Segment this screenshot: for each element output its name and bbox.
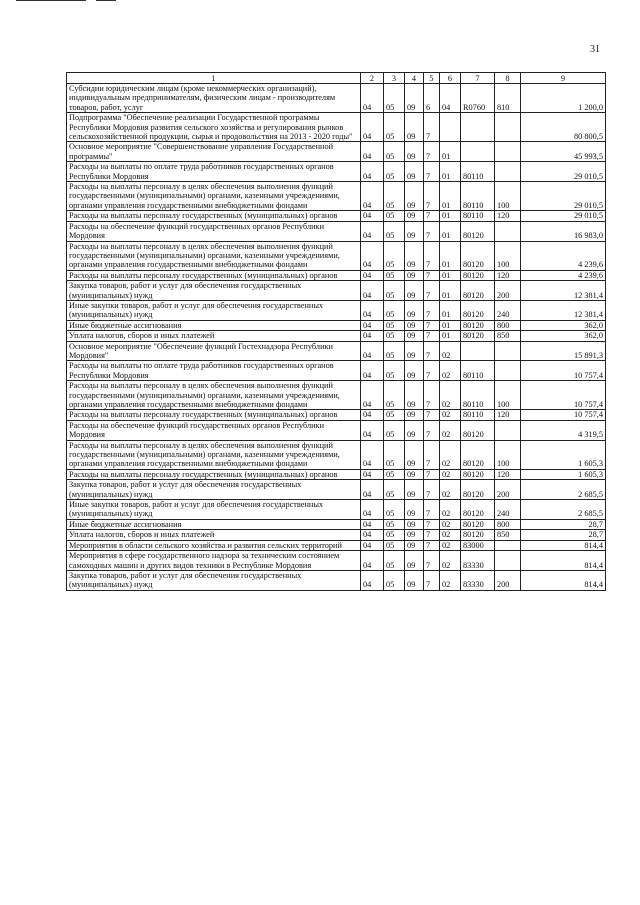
code-cell: 05 — [384, 440, 405, 469]
header-row — [67, 73, 606, 84]
top-rule-short — [96, 0, 116, 1]
code-cell: 05 — [384, 162, 405, 182]
row-name-cell: Уплата налогов, сборов и иных платежей — [67, 331, 361, 341]
table-row — [67, 331, 606, 341]
code-cell: 09 — [405, 221, 424, 241]
code-cell: 02 — [440, 540, 461, 550]
code-cell: 09 — [405, 84, 424, 113]
code-cell: 80110 — [461, 162, 495, 182]
code-cell: 80120 — [461, 519, 495, 529]
code-cell: 7 — [424, 300, 440, 320]
code-cell: 80120 — [461, 270, 495, 280]
amount-cell: 2 685,5 — [521, 480, 606, 500]
row-name-cell: Расходы на выплаты персоналу государственных (муниципальных) органов — [67, 211, 361, 221]
code-cell: 09 — [405, 480, 424, 500]
row-name-cell: Иные закупки товаров, работ и услуг для обеспечения государственных (муниципальных) нужд — [67, 500, 361, 520]
row-name-cell: Иные бюджетные ассигнования — [67, 320, 361, 330]
amount-cell: 1 605,3 — [521, 440, 606, 469]
code-cell: 04 — [361, 480, 384, 500]
code-cell: 05 — [384, 113, 405, 142]
amount-cell: 12 381,4 — [521, 281, 606, 301]
row-name-cell: Закупка товаров, работ и услуг для обеспечения государственных (муниципальных) нужд — [67, 281, 361, 301]
code-cell: 100 — [495, 241, 521, 270]
code-cell: 7 — [424, 182, 440, 211]
code-cell — [495, 341, 521, 361]
table-row — [67, 530, 606, 540]
code-cell: 04 — [361, 519, 384, 529]
amount-cell: 362,0 — [521, 331, 606, 341]
code-cell: 04 — [361, 570, 384, 590]
amount-cell: 28,7 — [521, 519, 606, 529]
amount-cell: 80 800,5 — [521, 113, 606, 142]
code-cell: 09 — [405, 341, 424, 361]
code-cell: 05 — [384, 361, 405, 381]
code-cell: 850 — [495, 530, 521, 540]
code-cell: 04 — [361, 270, 384, 280]
code-cell: 05 — [384, 469, 405, 479]
code-cell: 80110 — [461, 381, 495, 410]
code-cell: 7 — [424, 320, 440, 330]
code-cell: 09 — [405, 410, 424, 420]
code-cell: 04 — [361, 469, 384, 479]
code-cell: 7 — [424, 162, 440, 182]
code-cell: 04 — [440, 84, 461, 113]
amount-cell: 814,4 — [521, 570, 606, 590]
code-cell: 02 — [440, 361, 461, 381]
code-cell: 80120 — [461, 500, 495, 520]
code-cell: 09 — [405, 270, 424, 280]
row-name-cell: Закупка товаров, работ и услуг для обеспечения государственных (муниципальных) нужд — [67, 480, 361, 500]
code-cell: 01 — [440, 320, 461, 330]
header-cell: 1 — [67, 73, 361, 84]
table-row — [67, 570, 606, 590]
code-cell: 7 — [424, 381, 440, 410]
code-cell: 04 — [361, 530, 384, 540]
code-cell: 850 — [495, 331, 521, 341]
budget-table — [66, 72, 606, 591]
code-cell: 04 — [361, 341, 384, 361]
table-row — [67, 162, 606, 182]
code-cell: 09 — [405, 142, 424, 162]
code-cell: 01 — [440, 182, 461, 211]
code-cell: 04 — [361, 440, 384, 469]
header-cell: 9 — [521, 73, 606, 84]
code-cell: 02 — [440, 519, 461, 529]
table-row — [67, 551, 606, 571]
code-cell: 09 — [405, 162, 424, 182]
amount-cell: 10 757,4 — [521, 381, 606, 410]
code-cell: 05 — [384, 519, 405, 529]
code-cell: 02 — [440, 469, 461, 479]
code-cell: 04 — [361, 500, 384, 520]
amount-cell: 814,4 — [521, 551, 606, 571]
code-cell: 04 — [361, 211, 384, 221]
code-cell: 04 — [361, 142, 384, 162]
table-row — [67, 361, 606, 381]
row-name-cell: Расходы на обеспечение функций государственных органов Республики Мордовия — [67, 221, 361, 241]
code-cell: 04 — [361, 410, 384, 420]
code-cell: 09 — [405, 381, 424, 410]
code-cell: 02 — [440, 341, 461, 361]
table-row — [67, 211, 606, 221]
code-cell: 09 — [405, 570, 424, 590]
code-cell: 7 — [424, 540, 440, 550]
code-cell: 200 — [495, 570, 521, 590]
code-cell: 09 — [405, 300, 424, 320]
table-row — [67, 270, 606, 280]
code-cell: 7 — [424, 500, 440, 520]
code-cell: 02 — [440, 440, 461, 469]
code-cell: 04 — [361, 420, 384, 440]
row-name-cell: Субсидии юридическим лицам (кроме некоммерческих организаций), индивидуальным предпринимателям, физическим лицам - производителям товаров, работ, услуг — [67, 84, 361, 113]
code-cell: 80120 — [461, 241, 495, 270]
code-cell: 80120 — [461, 530, 495, 540]
code-cell: 80120 — [461, 320, 495, 330]
code-cell: 04 — [361, 281, 384, 301]
code-cell: 7 — [424, 551, 440, 571]
code-cell — [495, 162, 521, 182]
code-cell: 05 — [384, 221, 405, 241]
code-cell — [495, 551, 521, 571]
table-row — [67, 84, 606, 113]
code-cell: 09 — [405, 361, 424, 381]
code-cell: 09 — [405, 182, 424, 211]
code-cell: 800 — [495, 320, 521, 330]
header-cell: 7 — [461, 73, 495, 84]
code-cell: 05 — [384, 300, 405, 320]
row-name-cell: Уплата налогов, сборов и иных платежей — [67, 530, 361, 540]
code-cell: 810 — [495, 84, 521, 113]
code-cell: 01 — [440, 142, 461, 162]
code-cell: 02 — [440, 500, 461, 520]
table-row — [67, 341, 606, 361]
amount-cell: 362,0 — [521, 320, 606, 330]
table-row — [67, 182, 606, 211]
code-cell: 200 — [495, 281, 521, 301]
code-cell: 120 — [495, 211, 521, 221]
row-name-cell: Расходы на выплаты персоналу в целях обеспечения выполнения функций государственными (муниципальными) органами, казенными учреждениями, органами управления государственными внебюджетными фондами — [67, 241, 361, 270]
code-cell: 80110 — [461, 211, 495, 221]
amount-cell: 1 605,3 — [521, 469, 606, 479]
code-cell: 100 — [495, 182, 521, 211]
code-cell: 09 — [405, 211, 424, 221]
header-cell: 4 — [405, 73, 424, 84]
amount-cell: 29 010,5 — [521, 162, 606, 182]
row-name-cell: Мероприятия в сфере государственного надзора за техническим состоянием самоходных машин и других видов техники в Республике Мордовия — [67, 551, 361, 571]
code-cell: 05 — [384, 142, 405, 162]
header-cell: 3 — [384, 73, 405, 84]
code-cell: 7 — [424, 270, 440, 280]
table-row — [67, 540, 606, 550]
table-row — [67, 113, 606, 142]
header-cell: 5 — [424, 73, 440, 84]
code-cell: 7 — [424, 341, 440, 361]
amount-cell: 10 757,4 — [521, 361, 606, 381]
amount-cell: 16 983,0 — [521, 221, 606, 241]
code-cell: 7 — [424, 410, 440, 420]
code-cell: 800 — [495, 519, 521, 529]
code-cell: 09 — [405, 469, 424, 479]
code-cell: 05 — [384, 420, 405, 440]
code-cell: 80110 — [461, 182, 495, 211]
code-cell: 05 — [384, 270, 405, 280]
code-cell: 80110 — [461, 410, 495, 420]
code-cell: 04 — [361, 331, 384, 341]
code-cell: 240 — [495, 500, 521, 520]
row-name-cell: Расходы на обеспечение функций государственных органов Республики Мордовия — [67, 420, 361, 440]
code-cell: 7 — [424, 440, 440, 469]
code-cell: 09 — [405, 281, 424, 301]
table-row — [67, 281, 606, 301]
code-cell: 7 — [424, 469, 440, 479]
code-cell: 120 — [495, 410, 521, 420]
code-cell: 80120 — [461, 331, 495, 341]
table-row — [67, 142, 606, 162]
code-cell: 05 — [384, 570, 405, 590]
code-cell: 05 — [384, 211, 405, 221]
code-cell: 02 — [440, 551, 461, 571]
code-cell: 04 — [361, 221, 384, 241]
code-cell: 09 — [405, 440, 424, 469]
code-cell: 7 — [424, 570, 440, 590]
code-cell — [461, 113, 495, 142]
code-cell: 7 — [424, 331, 440, 341]
code-cell: 100 — [495, 440, 521, 469]
code-cell: 05 — [384, 500, 405, 520]
header-cell: 2 — [361, 73, 384, 84]
code-cell: 05 — [384, 341, 405, 361]
table-row — [67, 300, 606, 320]
row-name-cell: Расходы на выплаты персоналу государственных (муниципальных) органов — [67, 270, 361, 280]
code-cell — [440, 113, 461, 142]
code-cell: 01 — [440, 241, 461, 270]
amount-cell: 29 010,5 — [521, 182, 606, 211]
code-cell: 02 — [440, 530, 461, 540]
code-cell: 83000 — [461, 540, 495, 550]
table-row — [67, 241, 606, 270]
table-row — [67, 420, 606, 440]
row-name-cell: Основное мероприятие "Совершенствование управления Государственной программы" — [67, 142, 361, 162]
code-cell: 05 — [384, 182, 405, 211]
amount-cell: 10 757,4 — [521, 410, 606, 420]
table-row — [67, 500, 606, 520]
row-name-cell: Иные закупки товаров, работ и услуг для обеспечения государственных (муниципальных) нужд — [67, 300, 361, 320]
code-cell: 05 — [384, 331, 405, 341]
code-cell: 05 — [384, 381, 405, 410]
code-cell: 01 — [440, 331, 461, 341]
amount-cell: 1 200,0 — [521, 84, 606, 113]
code-cell — [461, 341, 495, 361]
code-cell: 04 — [361, 540, 384, 550]
page-number: 31 — [590, 44, 600, 55]
code-cell: 120 — [495, 469, 521, 479]
amount-cell: 15 891,3 — [521, 341, 606, 361]
code-cell: 04 — [361, 241, 384, 270]
code-cell: 09 — [405, 320, 424, 330]
code-cell: 04 — [361, 84, 384, 113]
row-name-cell: Иные бюджетные ассигнования — [67, 519, 361, 529]
amount-cell: 4 239,6 — [521, 241, 606, 270]
code-cell: 7 — [424, 113, 440, 142]
code-cell: 04 — [361, 182, 384, 211]
code-cell: 05 — [384, 241, 405, 270]
table-row — [67, 221, 606, 241]
row-name-cell: Расходы на выплаты персоналу в целях обеспечения выполнения функций государственными (муниципальными) органами, казенными учреждениями, органами управления государственными внебюджетными фондами — [67, 182, 361, 211]
code-cell: 7 — [424, 221, 440, 241]
code-cell: 05 — [384, 530, 405, 540]
table-row — [67, 440, 606, 469]
code-cell: 02 — [440, 480, 461, 500]
code-cell: 7 — [424, 241, 440, 270]
code-cell: 7 — [424, 142, 440, 162]
code-cell: 02 — [440, 410, 461, 420]
code-cell: 7 — [424, 211, 440, 221]
code-cell: 83330 — [461, 570, 495, 590]
code-cell: 01 — [440, 270, 461, 280]
code-cell: 04 — [361, 113, 384, 142]
code-cell: 80120 — [461, 221, 495, 241]
code-cell: 05 — [384, 320, 405, 330]
code-cell: 6 — [424, 84, 440, 113]
amount-cell: 45 993,5 — [521, 142, 606, 162]
code-cell: 05 — [384, 551, 405, 571]
amount-cell: 12 381,4 — [521, 300, 606, 320]
code-cell: 01 — [440, 211, 461, 221]
table-row — [67, 410, 606, 420]
code-cell: R0760 — [461, 84, 495, 113]
code-cell: 09 — [405, 519, 424, 529]
row-name-cell: Расходы на выплаты персоналу государственных (муниципальных) органов — [67, 410, 361, 420]
amount-cell: 29 010,5 — [521, 211, 606, 221]
code-cell: 01 — [440, 221, 461, 241]
code-cell: 04 — [361, 162, 384, 182]
code-cell: 7 — [424, 530, 440, 540]
code-cell: 05 — [384, 281, 405, 301]
table-row — [67, 469, 606, 479]
code-cell: 80120 — [461, 300, 495, 320]
code-cell: 05 — [384, 410, 405, 420]
code-cell: 09 — [405, 113, 424, 142]
code-cell: 83330 — [461, 551, 495, 571]
amount-cell: 28,7 — [521, 530, 606, 540]
code-cell: 09 — [405, 530, 424, 540]
code-cell: 04 — [361, 320, 384, 330]
row-name-cell: Расходы на выплаты по оплате труда работников государственных органов Республики Мордовия — [67, 361, 361, 381]
code-cell: 09 — [405, 331, 424, 341]
code-cell: 02 — [440, 570, 461, 590]
table-row — [67, 480, 606, 500]
code-cell: 200 — [495, 480, 521, 500]
code-cell: 240 — [495, 300, 521, 320]
table-row — [67, 519, 606, 529]
code-cell: 05 — [384, 84, 405, 113]
header-cell: 6 — [440, 73, 461, 84]
row-name-cell: Закупка товаров, работ и услуг для обеспечения государственных (муниципальных) нужд — [67, 570, 361, 590]
code-cell — [495, 420, 521, 440]
code-cell: 7 — [424, 281, 440, 301]
code-cell: 7 — [424, 519, 440, 529]
code-cell: 01 — [440, 281, 461, 301]
code-cell: 80120 — [461, 440, 495, 469]
row-name-cell: Подпрограмма "Обеспечение реализации Государственной программы Республики Мордовия развития сельского хозяйства и регулирования рынков сельскохозяйственной продукции, сырья и продовольствия на 2013 - 2020 годы" — [67, 113, 361, 142]
code-cell — [495, 142, 521, 162]
row-name-cell: Мероприятия в области сельского хозяйства и развития сельских территорий — [67, 540, 361, 550]
header-cell: 8 — [495, 73, 521, 84]
row-name-cell: Расходы на выплаты персоналу в целях обеспечения выполнения функций государственными (муниципальными) органами, казенными учреждениями, органами управления государственными внебюджетными фондами — [67, 440, 361, 469]
row-name-cell: Расходы на выплаты персоналу в целях обеспечения выполнения функций государственными (муниципальными) органами, казенными учреждениями, органами управления государственными внебюджетными фондами — [67, 381, 361, 410]
code-cell: 04 — [361, 381, 384, 410]
code-cell: 05 — [384, 540, 405, 550]
code-cell: 80110 — [461, 361, 495, 381]
code-cell: 04 — [361, 361, 384, 381]
row-name-cell: Основное мероприятие "Обеспечение функций Гостехнадзора Республики Мордовия" — [67, 341, 361, 361]
row-name-cell: Расходы на выплаты по оплате труда работников государственных органов Республики Мордовия — [67, 162, 361, 182]
code-cell: 01 — [440, 162, 461, 182]
top-rule — [16, 0, 86, 1]
code-cell: 80120 — [461, 281, 495, 301]
code-cell: 09 — [405, 241, 424, 270]
amount-cell: 814,4 — [521, 540, 606, 550]
code-cell: 02 — [440, 420, 461, 440]
code-cell: 120 — [495, 270, 521, 280]
code-cell: 80120 — [461, 469, 495, 479]
code-cell — [495, 113, 521, 142]
table-row — [67, 320, 606, 330]
code-cell: 100 — [495, 381, 521, 410]
code-cell: 05 — [384, 480, 405, 500]
code-cell — [495, 540, 521, 550]
code-cell: 09 — [405, 540, 424, 550]
table-row — [67, 381, 606, 410]
code-cell: 7 — [424, 480, 440, 500]
amount-cell: 2 685,5 — [521, 500, 606, 520]
code-cell: 04 — [361, 551, 384, 571]
code-cell — [461, 142, 495, 162]
code-cell: 09 — [405, 420, 424, 440]
code-cell — [495, 361, 521, 381]
code-cell: 80120 — [461, 480, 495, 500]
code-cell: 7 — [424, 420, 440, 440]
code-cell: 09 — [405, 500, 424, 520]
code-cell: 01 — [440, 300, 461, 320]
code-cell — [495, 221, 521, 241]
row-name-cell: Расходы на выплаты персоналу государственных (муниципальных) органов — [67, 469, 361, 479]
amount-cell: 4 239,6 — [521, 270, 606, 280]
code-cell: 80120 — [461, 420, 495, 440]
amount-cell: 4 319,5 — [521, 420, 606, 440]
code-cell: 04 — [361, 300, 384, 320]
code-cell: 02 — [440, 381, 461, 410]
code-cell: 7 — [424, 361, 440, 381]
code-cell: 09 — [405, 551, 424, 571]
